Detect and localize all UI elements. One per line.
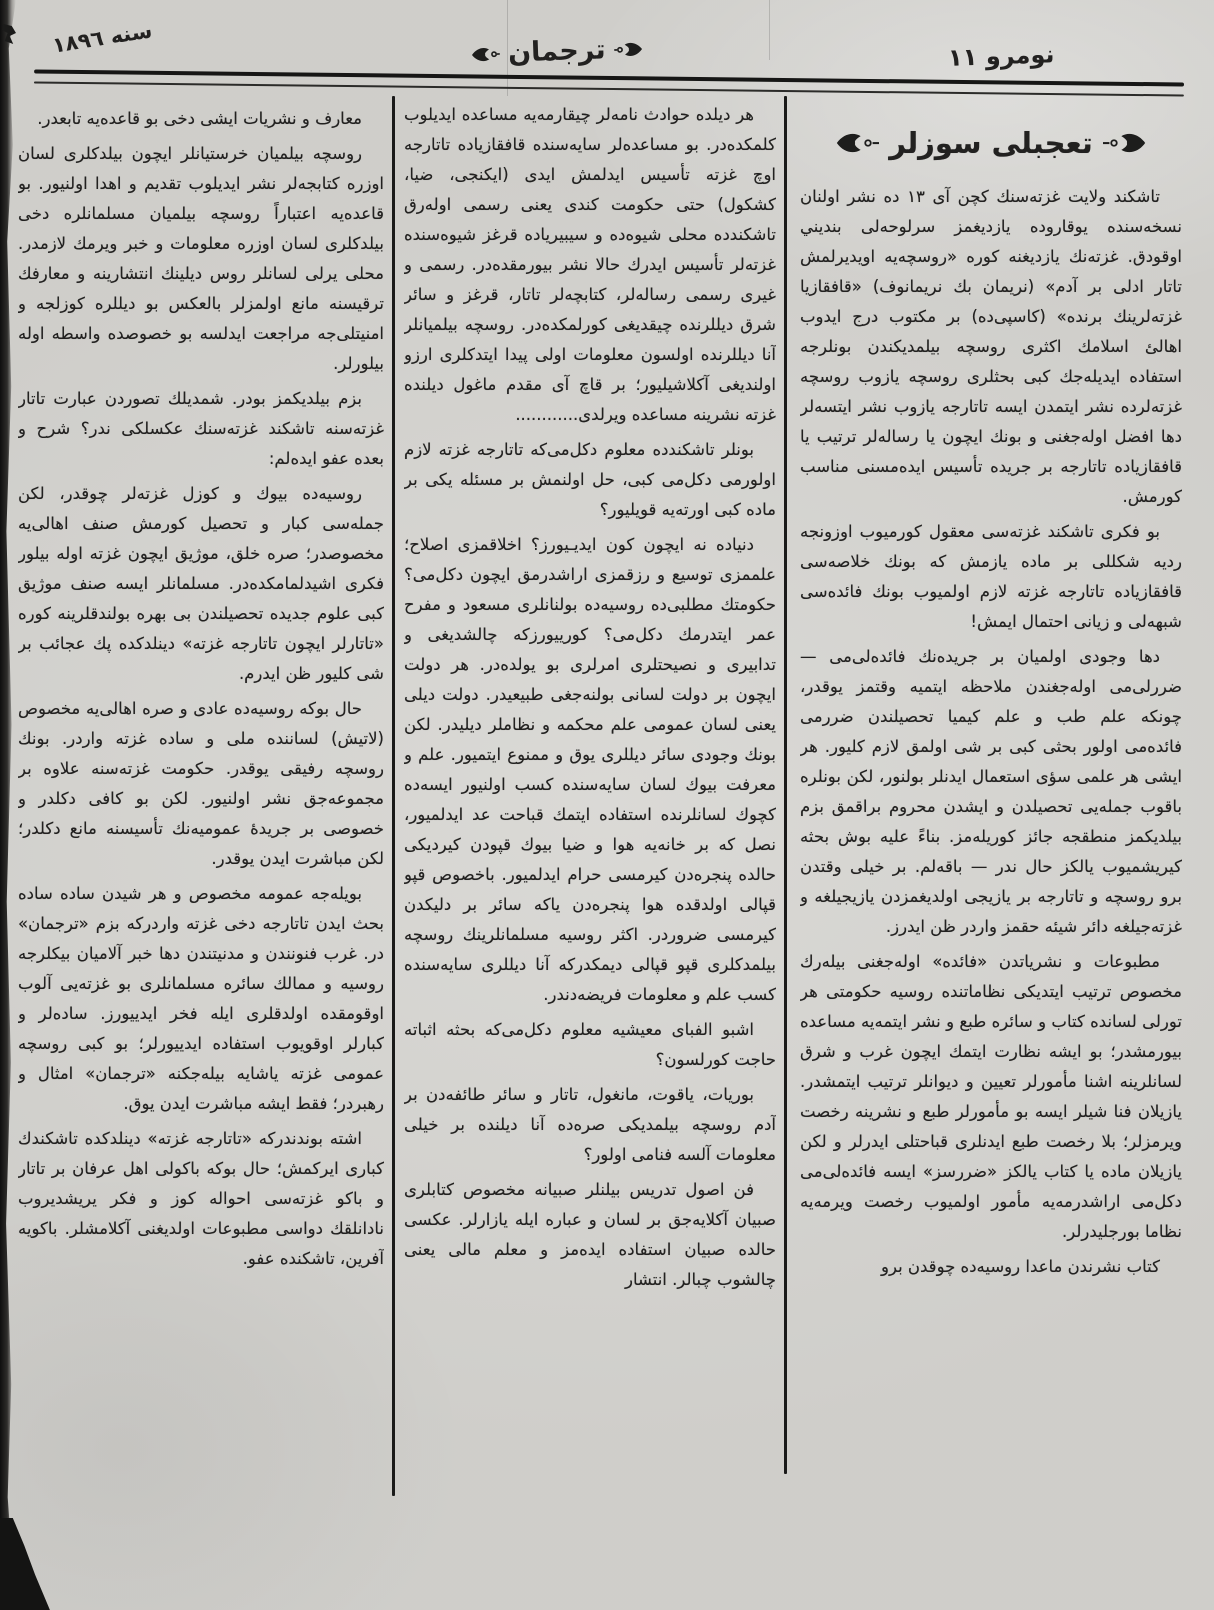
paragraph: بو فكرى تاشكند غزته‌سى معقول كورميوب اوزونجه رديه شكللى بر ماده يازمش كه بونك خلاصه‌سى قافقازياده تاتارجه غزته لازم اولميوب بونك فائده‌سى شبهه‌لى و زيانى احتمال ايمش! [800, 522, 1182, 631]
issue-number-label: نومرو ١١ [947, 40, 1055, 72]
paragraph: حال بوكه روسيه‌ده عادى و صره اهالى‌يه مخصوص (لاتيش) لساننده ملى و ساده غزته واردر. بونك روسچه رفيقى يوقدر. حكومت غزته‌سنه علاوه بر مجموعه‌جق نشر اولنيور. لكن بو كافى دكلدر و خصوصى بر جريدهٔ عموميه‌نك تأسيسنه مانع دكلدر؛ لكن مباشرت ايدن يوقدر. [18, 699, 384, 868]
column-right [800, 102, 1182, 1470]
paragraph: دها وجودى اولميان بر جريده‌نك فائده‌لى‌مى — ضررلى‌مى اوله‌جغندن ملاحظه ايتميه وقتمز يوقدر، چونكه علم طب و علم كيميا تحصيلندن ضررمى فائده‌مى اولور بحثى كبى بر شى اولمق لازم كليور. هر ايشى هر علمى سؤى استعمال ايدنلر بولنور، لكن بونلره باقوب جمله‌يى تحصيلدن و ايشدن محروم براقمق بزم بيلديكمز منطقجه جائز كوريله‌مز. بناءً عليه بوش بحثه كيريشميوب يالكز حال ندر — باقه‌لم. بر خيلى وقتدن برو روسچه و تاتارجه بر يازيجى اولديغمزدن يازيجيلغه و غزته‌جيلغه دائر شيئه حقمز واردر ظن ايدرز. [800, 647, 1182, 936]
paragraph: كتاب نشرندن ماعدا روسيه‌ده چوقدن برو [881, 1257, 1160, 1276]
paragraph: بونلر تاشكندده معلوم دكل‌مى‌كه تاتارجه غزته لازم اولورمى دكل‌مى كبى، حل اولنمش بر مسئله يكى بر ماده كبى اورته‌يه قويليور؟ [404, 440, 776, 519]
scan-edge-artifact [0, 0, 16, 1610]
column-left-text [18, 104, 384, 1274]
fleuron-ornament-icon [470, 44, 501, 63]
fleuron-ornament-icon [613, 39, 644, 58]
fleuron-ornament-icon [1103, 131, 1147, 155]
paragraph: روسچه بيلميان خرستيانلر ايچون بيلدكلرى لسان اوزره كتابجه‌لر نشر ايديلوب تقديم و اهدا اولنيور. بو قاعده‌يه اعتباراً روسچه بيلميان مسلمانلره دخى بيلدكلرى لسان اوزره معلومات و خبر ويرمك لازمدر. محلى يرلى لسانلر روس ديلينك انتشارينه و معارفك ترقيسنه مانع اولمزلر بالعكس بو ديللره كوزلجه و امنيتلى‌جه مراجعت ايدلسه بو خصوصده واسطه اوله بيلورلر. [18, 144, 384, 373]
paragraph: بويله‌جه عمومه مخصوص و هر شيدن ساده ساده بحث ايدن تاتارجه دخى غزته واردركه بزم «ترجمان» در. غرب فنونندن و مدنيتندن دها خبر آلاميان بيكلرجه روسيه و ممالك سائره مسلمانلرى بو غزته‌يى آلوب اوقومقده اولدقلرى ايله فخر ايدييورز. ساده‌لر و كبارلر اوقويوب استفاده ايدييورلر؛ بو كبى روسچه عمومى غزته ياشايه بيله‌جكنه «ترجمان» امثال و رهبردر؛ فقط ايشه مباشرت ايدن يوق. [18, 884, 384, 1113]
paragraph: تاشكند ولايت غزته‌سنك كچن آى ١٣ ده نشر اولنان نسخه‌سنده يوقاروده يازديغمز سرلوحه‌لى بنديني اوقودق. غزته‌نك يازديغنه كوره «روسچه‌يه اويديرلمش تاتار ادلى بر آدم» (نريمان بك نريمانوف) «قافقازيا غزته‌لرينك برنده» (كاسپى‌ده) بر مكتوب درج ايدوب اهالئ اسلامك اكثرى روسچه بيلمديكندن بونلرجه استفاده ايديله‌جك كبى بحثلرى روسچه يازوب روسچه غزته‌لرده نشر ايتمدن ايسه تاتارجه يازوب نشر ايتسه‌لر دها افضل اوله‌جغنى و بونك ايچون يا رساله‌لر ترتيب يا قافقازياده تاتارجه بر جريده تأسيس ايده‌مسنى مناسب كورمش. [800, 187, 1182, 506]
scan-crease [769, 0, 770, 60]
fleuron-ornament-icon [835, 131, 879, 155]
masthead [470, 33, 645, 70]
column-middle-text [404, 100, 776, 1295]
paragraph: هر ديلده حوادث نامه‌لر چيقارمه‌يه مساعده ايديلوب كلمكده‌در. بو مساعده‌لر سايه‌سنده قافقازياده تاتارجه اوچ غزته تأسيس ايدلمش ايدى (ايكنجى، ضيا، كشكول) حتى حكومت كندى يعنى رسمى اوله‌رق تاشكندده محلى شيوه‌ده و سيبيرياده قرغز شيوه‌سنده غزته‌لر تأسيس ايدرك حالا نشر بيورمقده‌در. رسمى و غيرى رسمى رساله‌لر، كتابچه‌لر تاتار، قرغز و سائر شرق ديللرنده چيقديغى كورلمكده‌در. روسچه بيلميانلر آنا ديللرنده اولسون معلومات اولى پيدا ايتدكلرى ارزو اولنديغى آكلاشيليور؛ بر قاچ آى مقدم ماغول ديلنده غزته نشرينه مساعده ويرلدى............ [404, 105, 776, 424]
masthead-divider-rules [34, 69, 1184, 96]
paragraph: دنياده نه ايچون كون ايديـيورز؟ اخلاقمزى اصلاح؛ علممزى توسيع و رزقمزى اراشدرمق ايچون دكل‌مى؟ حكومتك مطلبى‌ده روسيه‌ده بولنانلرى مسعود و مفرح عمر ايتدرمك دكل‌مى؟ كورييورزكه چالشديغى و تدابيرى و نصيحتلرى امرلرى بو يولده‌در. هر دولت ايچون بر دولت لسانى بولنه‌جغى طبيعيدر. دولت ديلى يعنى لسان عمومى علم محكمه و نظاملر ديليدر. لكن بونك وجودى سائر ديللرى يوق و ممنوع ايتميور. علم و معرفت بيوك لسان سايه‌سنده كسب اولنيور ايسه‌ده كچوك لسانلرنده استفاده ايتمك قباحت عد ايدلميور، نصل كه بر خانه‌يه هوا و ضيا بيوك قپودن كيرديكى حالده پنجره‌دن كيرمسى حرام ايدلميور. باخصوص قپو قپالى اولدقده هوا پنجره‌دن ياكه سائر بر دليكدن كيرمسى ضروردر. اكثر روسيه مسلمانلرينك روسچه بيلمدكلرى قپو قپالى ديمكدركه آنا ديللرى سايه‌سنده كسب علم و معلومات فريضه‌دندر. [404, 535, 776, 1004]
article-headline: تعجبلى سوزلر [889, 126, 1093, 160]
paragraph: روسيه‌ده بيوك و كوزل غزته‌لر چوقدر، لكن جمله‌سى كبار و تحصيل كورمش صنف اهالى‌يه مخصوصدر؛ صره خلق، موژيق ايچون غزته اوله بيلور فكرى اشيدلمامكده‌در. مسلمانلر ايسه صنف موژيق كبى علوم جديده تحصيلندن بى بهره بولندقلرينه كوره «تاتارلر ايچون تاتارجه غزته» دينلدكده پك عجائب بر شى كليور ظن ايدرم. [18, 484, 384, 683]
paragraph: اشته بوندندركه «تاتارجه غزته» دينلدكده تاشكندك كبارى ايركمش؛ حال بوكه باكولى اهل عرفان بر تاتار و باكو غزته‌سى احواله كوز و فكر يريشديروب نادانلقك دواسى مطبوعات اولديغنى آكلامشلر. باكويه آفرين، تاشكنده عفو. [18, 1129, 384, 1268]
paragraph: بوريات، ياقوت، مانغول، تاتار و سائر طائفه‌دن بر آدم روسچه بيلمديكى صره‌ده آنا ديلنده بر خيلى معلومات آلسه فنامى اولور؟ [404, 1085, 776, 1164]
paragraph: اشبو الفباى معيشيه معلوم دكل‌مى‌كه بحثه اثباته حاجت كورلسون؟ [404, 1020, 776, 1069]
paragraph: معارف و نشريات ايشى دخى بو قاعده‌يه تابعدر. [37, 109, 362, 128]
column-right-text [800, 182, 1182, 1282]
column-left [18, 104, 384, 1506]
paragraph: مطبوعات و نشرياتدن «فائده» اوله‌جغنى بيله‌رك مخصوص ترتيب ايتديكى نظاماتنده روسيه حكومتى هر تورلى لسانده كتاب و سائره طبع و نشر ايتمه‌يه مساعده بيورمشدر؛ بو ايشه نظارت ايتمك ايچون غرب و شرق لسانلرينه اشنا مأمورلر تعيين و ديوانلر ترتيب ايتمشدر. يازيلان فنا شيلر ايسه بو مأمورلر طبع و نشرينه رخصت ويرمزلر؛ بلا رخصت طبع ايدنلرى قباحتلى ايدرلر و لكن يازيلان ماده يا كتاب يالكز «ضررسز» ايسه فائده‌لى‌مى دكل‌مى اراشدرمه‌يه مأمور اولميوب رخصت ويرمه‌يه نظاما بورجليدرلر. [800, 952, 1182, 1241]
scan-corner-blob-artifact [0, 1518, 64, 1610]
column-middle [404, 100, 776, 1496]
column-divider [392, 96, 395, 1496]
column-divider [784, 96, 787, 1474]
article-headline-row [800, 128, 1182, 158]
newspaper-title: ترجمان [507, 34, 607, 69]
publication-year-label: سنه ١٨٩٦ [50, 18, 154, 58]
paragraph: بزم بيلديكمز بودر. شمديلك تصوردن عبارت تاتار غزته‌سنه تاشكند غزته‌سنك عكسلكى ندر؟ شرح و بعده عفو ايده‌لم: [18, 389, 384, 468]
paragraph: فن اصول تدريس بيلنلر صبيانه مخصوص كتابلرى صبيان آكلايه‌جق بر لسان و عباره ايله يازارلر. عكسى حالده صبيان استفاده ايده‌مز و معلم مالى يعنى چالشوب چبالر. انتشار [404, 1180, 776, 1289]
